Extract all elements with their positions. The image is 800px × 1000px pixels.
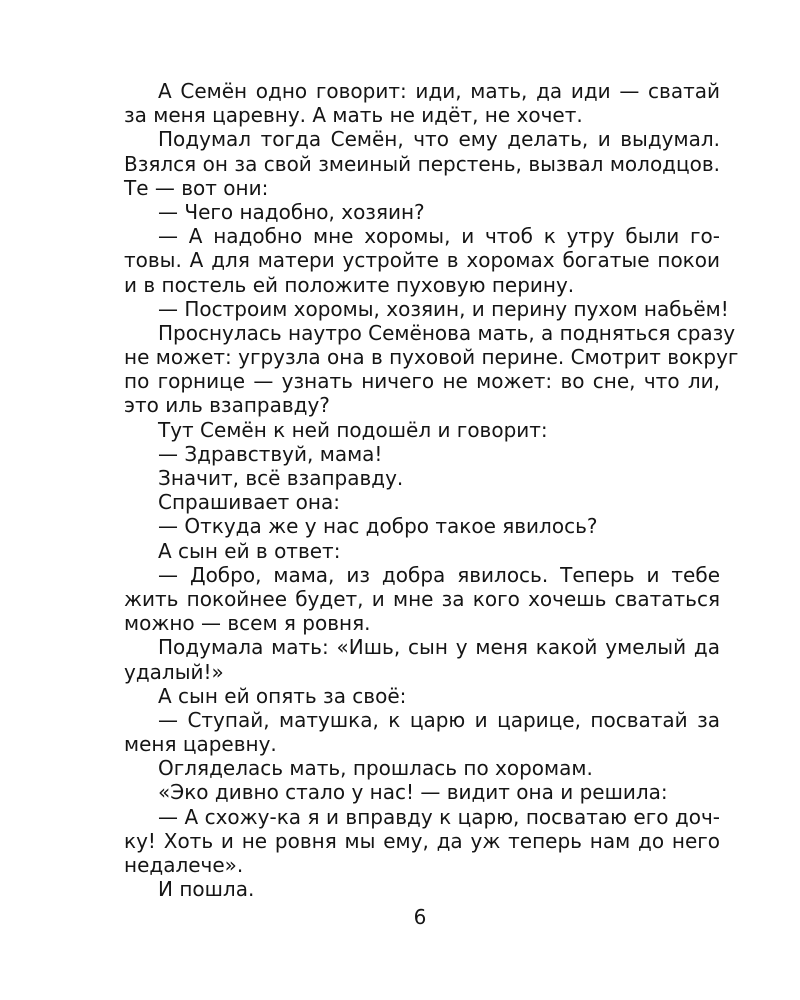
text-line: — А схожу-ка я и вправду к царю, посватаю его доч- (158, 804, 720, 829)
text-line: можно — всем я ровня. (124, 611, 371, 636)
text-line: Тут Семён к ней подошёл и говорит: (158, 417, 548, 442)
text-line: А сын ей опять за своё: (158, 683, 407, 708)
text-line: Спрашивает она: (158, 490, 340, 515)
page-number: 6 (413, 905, 427, 929)
text-line: меня царевну. (124, 732, 277, 757)
text-line: недалече». (124, 853, 244, 877)
text-line: А сын ей в ответ: (158, 538, 341, 563)
text-line: Огляделась мать, прошлась по хоромам. (158, 756, 593, 781)
text-line: — А надобно мне хоромы, и чтоб к утру были го- (158, 224, 720, 249)
text-line: Подумал тогда Семён, что ему делать, и выдумал. (158, 127, 720, 152)
text-line: Взялся он за свой змеиный перстень, вызвал молодцов. (124, 151, 720, 176)
text-line: за меня царевну. А мать не идёт, не хочет. (124, 103, 583, 128)
text-line: — Построим хоромы, хозяин, и перину пухом набьём! (158, 296, 729, 321)
text-line: Те — вот они: (124, 175, 269, 200)
text-line: А Семён одно говорит: иди, мать, да иди — сватай (158, 79, 720, 103)
text-line: не может: угрузла она в пуховой перине. Смотрит вокруг (124, 345, 739, 370)
text-line: ку! Хоть и не ровня мы ему, да уж теперь нам до него (124, 828, 720, 853)
text-line: удалый!» (124, 659, 224, 684)
text-line: Проснулась наутро Семёнова мать, а подняться сразу (158, 320, 736, 345)
story-text (124, 79, 739, 902)
text-line: жить покойнее будет, и мне за кого хочешь свататься (124, 586, 720, 611)
text-line: и в постель ей положите пуховую перину. (124, 272, 575, 297)
text-line: Значит, всё взаправду. (158, 466, 404, 490)
text-line: И пошла. (158, 877, 255, 902)
text-line: «Эко дивно стало у нас! — видит она и решила: (158, 780, 668, 805)
text-line: это иль взаправду? (124, 393, 330, 418)
text-line: Подумала мать: «Ишь, сын у меня какой умелый да (158, 635, 720, 660)
text-line: по горнице — узнать ничего не может: во сне, что ли, (124, 369, 720, 394)
text-line: — Чего надобно, хозяин? (158, 199, 425, 224)
text-line: — Откуда же у нас добро такое явилось? (158, 514, 598, 539)
text-line: товы. А для матери устройте в хоромах богатые покои (124, 248, 720, 273)
text-line: — Добро, мама, из добра явилось. Теперь и тебе (158, 562, 720, 587)
text-line: — Ступай, матушка, к царю и царице, посватай за (158, 707, 720, 732)
text-line: — Здравствуй, мама! (158, 441, 383, 466)
